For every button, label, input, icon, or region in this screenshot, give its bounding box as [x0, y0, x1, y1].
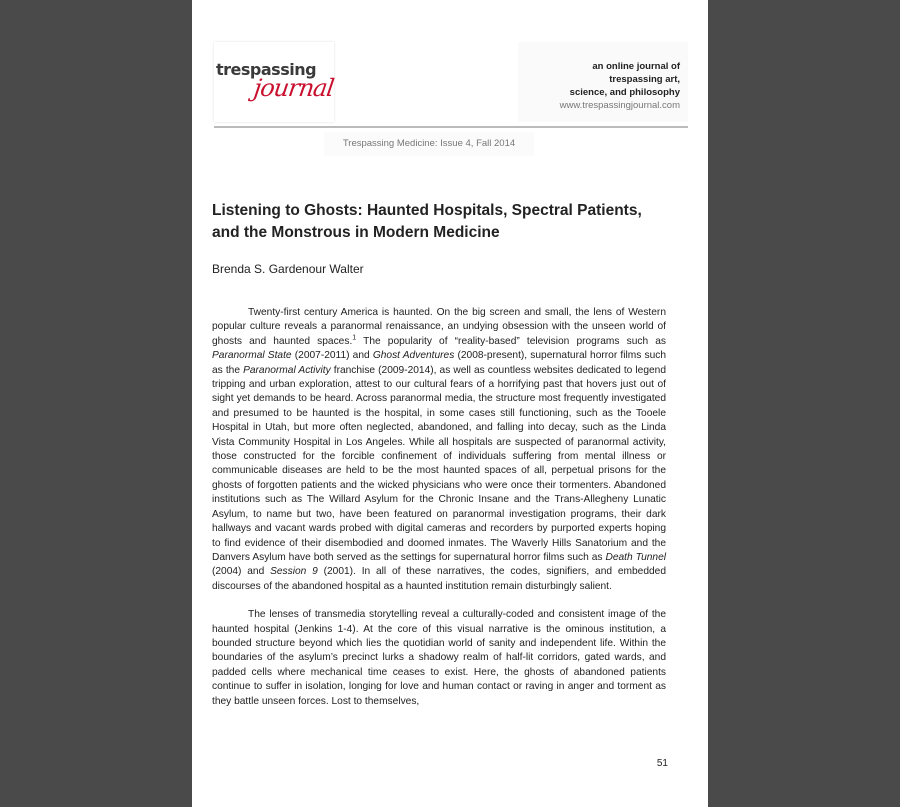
footnote-marker: 1: [352, 334, 357, 342]
title-paranormal-state: Paranormal State: [212, 350, 292, 362]
title-paranormal-activity: Paranormal Activity: [243, 364, 331, 376]
paragraph-1-text-f: (2004) and: [212, 566, 271, 578]
paragraph-1-text-g: (2001). In all of these narratives, the codes, signifiers, and embedded discourses of the abandoned hospital as a haunted institution remain disturbingly salient.: [212, 566, 666, 592]
paragraph-2: The lenses of transmedia storytelling reveal a culturally-coded and consistent image of the haunted hospital (Jenkins 1-4). At the core of this visual narrative is the ominous institution, a bounded structure beyond which lies the quotidian world of sanity and independent life. Within the boundaries of the asylum’s precinct lurks a shadowy realm of half-lit corridors, gated wards, and padded cells where mechanical time ceases to exist. Here, the ghosts of abandoned patients continue to suffer in isolation, longing for love and human contact or raving in anger and torment as they battle unseen forces. Lost to themselves,: [212, 609, 666, 707]
article-title-line-1: Listening to Ghosts: Haunted Hospitals, Spectral Patients,: [212, 202, 642, 219]
logo-script: journal: [252, 74, 336, 102]
article-author: Brenda S. Gardenour Walter: [212, 262, 364, 276]
journal-page: [192, 0, 708, 807]
logo-wordmark: trespassing: [216, 60, 317, 79]
page-number: 51: [656, 758, 668, 769]
paragraph-1-text-a: Twenty-first century America is haunted. On the big screen and small, the lens of Western popular culture reveals a paranormal renaissance, an undying obsession with the unseen world of ghosts and haunted spaces.: [212, 307, 666, 347]
article-body: [212, 306, 666, 723]
paragraph-1-text-e: franchise (2009-2014), as well as countless websites dedicated to legend tripping and urban exploration, attest to our cultural fears of a horrifying past that hovers just out of sight yet demands to be heard. Across paranormal media, the structure most frequently investigated and presumed to be haunted is the hospital, in some cases still functioning, such as the Tooele Hospital in Utah, but more often neglected, abandoned, and falling into decay, such as the Linda Vista Community Hospital in Los Angeles. While all hospitals are suspected of paranormal activity, those constructed for the forcible confinement of individuals suffering from mental illness or communicable diseases are held to be the most haunted spaces of all, perpetual prisons for the ghosts of forgotten patients and the wicked physicians who were once their tormenters. Abandoned institutions such as The Willard Asylum for the Chronic Insane and the Trans-Allegheny Lunatic Asylum, to name but two, have been featured on paranormal investigation programs, their dark hallways and vacant wards probed with digital cameras and recorders by purported experts hoping to find evidence of their disembodied and doomed inmates. The Waverly Hills Sanatorium and the Danvers Asylum have both served as the settings for supernatural horror films such as: [212, 364, 666, 563]
title-session-9: Session 9: [270, 566, 318, 578]
title-death-tunnel: Death Tunnel: [605, 551, 666, 563]
tagline-line-3: science, and philosophy: [569, 87, 680, 98]
title-ghost-adventures: Ghost Adventures: [372, 350, 455, 362]
issue-label: Trespassing Medicine: Issue 4, Fall 2014: [324, 132, 534, 156]
paragraph-1: [212, 306, 666, 594]
journal-url: www.trespassingjournal.com: [559, 100, 680, 111]
paragraph-1-text-c: (2007-2011) and: [291, 350, 373, 362]
masthead: [214, 42, 688, 128]
article-title: [212, 200, 682, 244]
journal-tagline: [518, 42, 688, 122]
article-title-line-2: and the Monstrous in Modern Medicine: [212, 224, 500, 241]
journal-logo: [214, 42, 334, 122]
header-divider: [214, 126, 688, 128]
tagline-line-1: an online journal of: [592, 61, 680, 72]
tagline-line-2: trespassing art,: [609, 74, 680, 85]
paragraph-1-text-b: The popularity of “reality-based” television programs such as: [356, 335, 666, 347]
paragraph-1-text-d: (2008-present), supernatural horror films such as the: [212, 350, 666, 376]
